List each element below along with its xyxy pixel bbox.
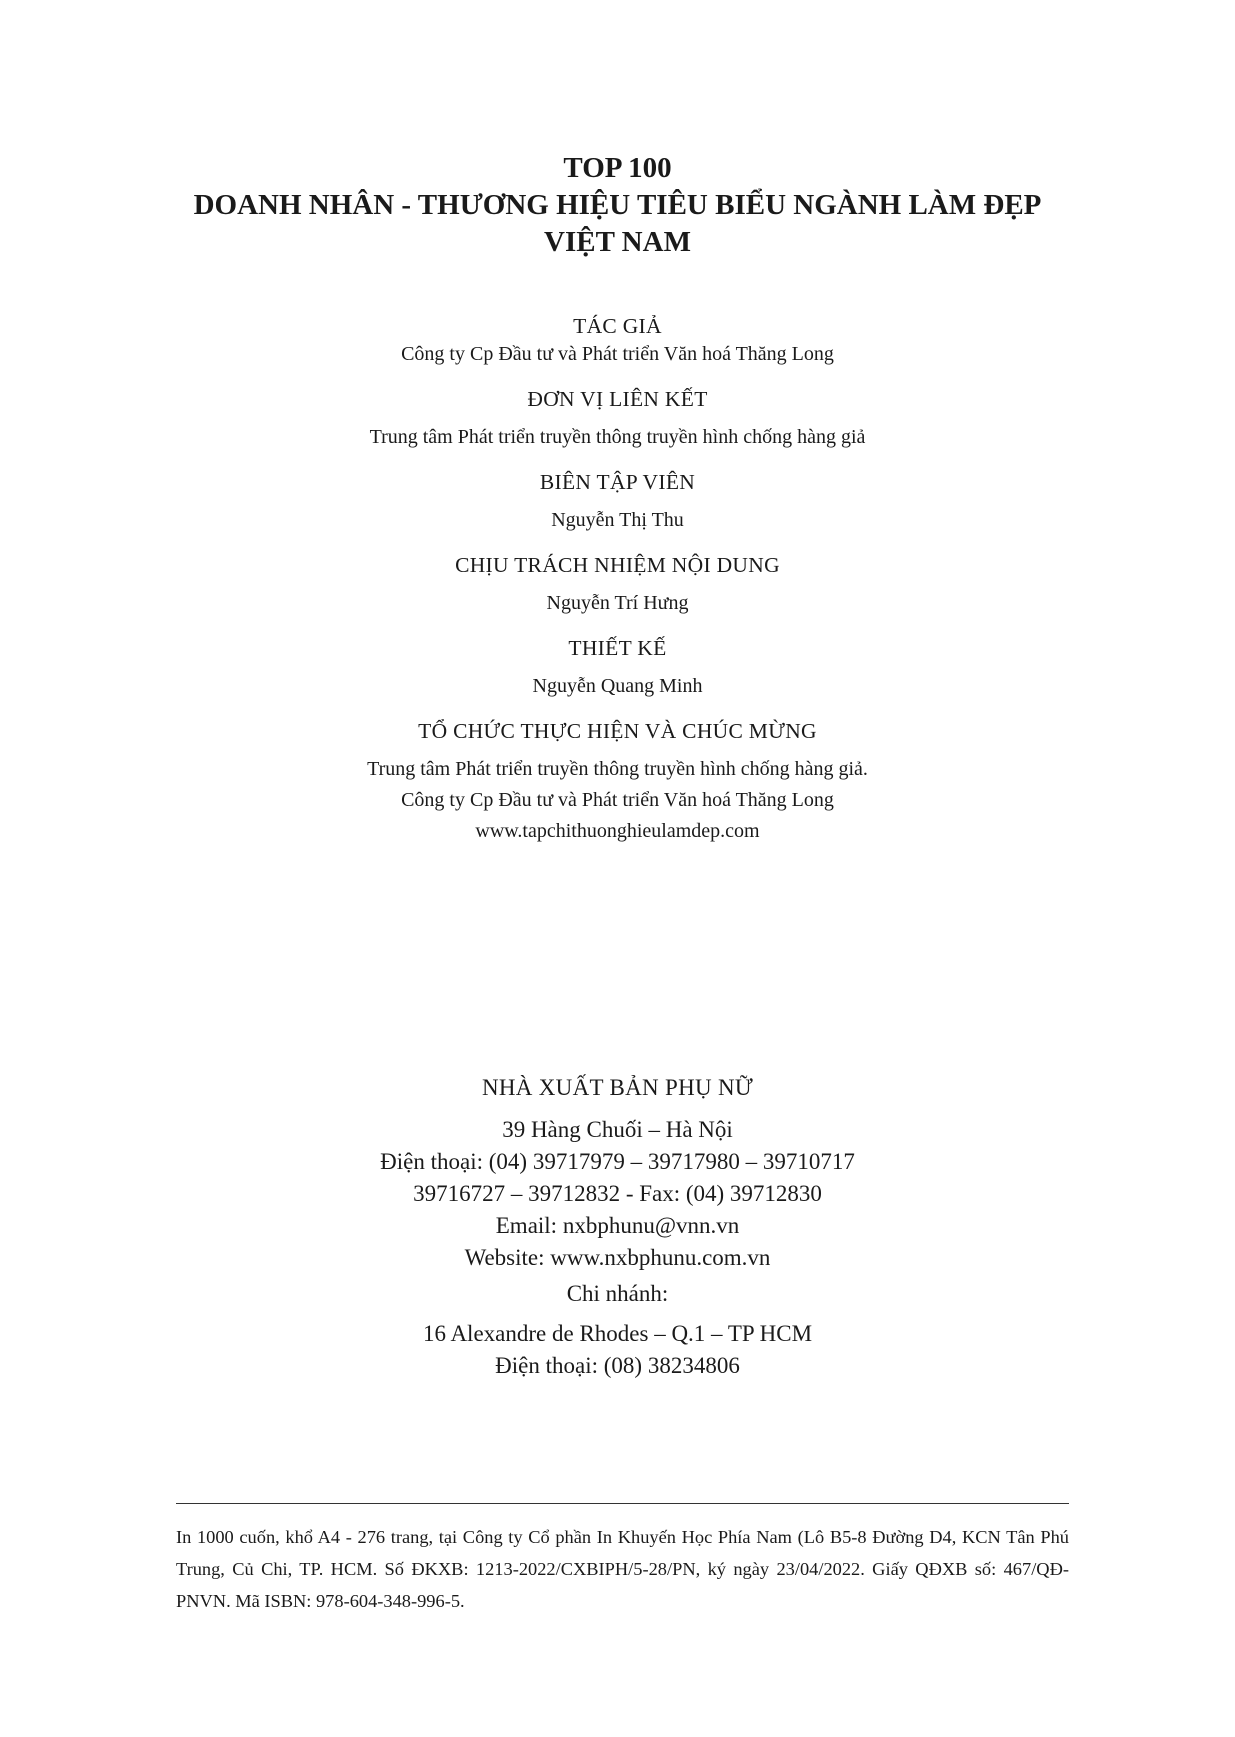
author-section (0, 313, 1235, 370)
organizer-label: TỔ CHỨC THỰC HIỆN VÀ CHÚC MỪNG (418, 719, 817, 743)
editor-value: Nguyễn Thị Thu (551, 509, 684, 531)
title-line-1: TOP 100 (563, 152, 672, 184)
organizer-website: www.tapchithuonghieulamdep.com (475, 820, 760, 842)
partner-section (0, 386, 1235, 453)
organizer-value-2: Công ty Cp Đầu tư và Phát triển Văn hoá Thăng Long (401, 789, 834, 811)
publisher-phone-1: Điện thoại: (04) 39717979 – 39717980 – 39710717 (380, 1149, 855, 1174)
credits-section (0, 313, 1235, 847)
branch-address: 16 Alexandre de Rhodes – Q.1 – TP HCM (422, 1321, 813, 1346)
branch-label: Chi nhánh: (566, 1281, 669, 1306)
content-responsibility-label: CHỊU TRÁCH NHIỆM NỘI DUNG (455, 553, 780, 577)
author-label: TÁC GIẢ (573, 314, 662, 338)
editor-label: BIÊN TẬP VIÊN (539, 470, 696, 494)
publisher-phone-2: 39716727 – 39712832 - Fax: (04) 39712830 (413, 1181, 822, 1206)
publisher-section (0, 1072, 1235, 1382)
title-line-3: VIỆT NAM (544, 226, 691, 258)
imprint-text: In 1000 cuốn, khổ A4 - 276 trang, tại Công ty Cổ phần In Khuyến Học Phía Nam (Lô B5-8 Đường D4, KCN Tân Phú Trung, Củ Chi, TP. HCM. Số ĐKXB: 1213-2022/CXBIPH/5-28/PN, ký ngày 23/04/2022. Giấy QĐXB số: 467/QĐ-PNVN. Mã ISBN: 978-604-348-996-5. (176, 1527, 1069, 1611)
branch-phone: Điện thoại: (08) 38234806 (495, 1353, 740, 1378)
publisher-name: NHÀ XUẤT BẢN PHỤ NỮ (481, 1075, 754, 1100)
publisher-email: Email: nxbphunu@vnn.vn (495, 1213, 740, 1238)
book-title (0, 150, 1235, 261)
organizer-value-1: Trung tâm Phát triển truyền thông truyền hình chống hàng giả. (367, 758, 868, 780)
author-value: Công ty Cp Đầu tư và Phát triển Văn hoá Thăng Long (401, 343, 834, 365)
publisher-address: 39 Hàng Chuối – Hà Nội (502, 1117, 733, 1142)
content-responsibility-section (0, 552, 1235, 619)
content-responsibility-value: Nguyễn Trí Hưng (546, 592, 689, 614)
design-value: Nguyễn Quang Minh (532, 675, 703, 697)
title-line-2: DOANH NHÂN - THƯƠNG HIỆU TIÊU BIỂU NGÀNH LÀM ĐẸP (193, 189, 1042, 221)
partner-value: Trung tâm Phát triển truyền thông truyền hình chống hàng giả (369, 426, 866, 448)
design-section (0, 635, 1235, 702)
design-label: THIẾT KẾ (568, 636, 667, 660)
editor-section (0, 469, 1235, 536)
organizer-section (0, 718, 1235, 847)
publisher-website: Website: www.nxbphunu.com.vn (464, 1245, 771, 1270)
footer-divider (176, 1503, 1069, 1504)
partner-label: ĐƠN VỊ LIÊN KẾT (527, 387, 708, 411)
